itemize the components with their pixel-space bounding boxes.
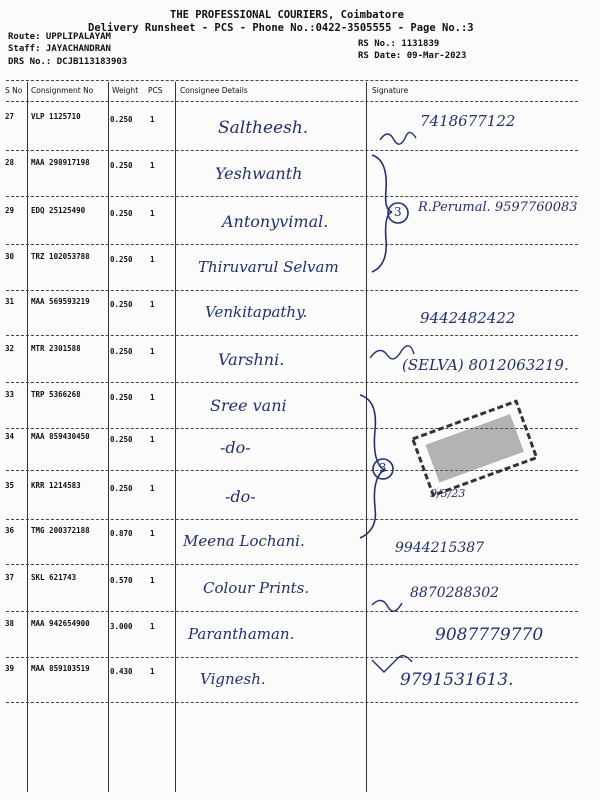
- row-sno: 32: [5, 344, 15, 353]
- row-consignee: Sree vani: [210, 396, 287, 415]
- brace-number-2: 3: [379, 461, 387, 475]
- row-weight: 0.250: [110, 161, 133, 170]
- row-consignee: Yeshwanth: [215, 164, 303, 183]
- row-signature: 9791531613.: [400, 670, 514, 690]
- row-consignment-no: TRP 5366268: [31, 390, 81, 399]
- row-consignment-no: VLP 1125710: [31, 112, 81, 121]
- row-weight: 0.430: [110, 667, 133, 676]
- row-weight: 0.250: [110, 300, 133, 309]
- row-consignee: Vignesh.: [200, 670, 266, 688]
- row-consignee: Paranthaman.: [188, 625, 295, 643]
- row-consignment-no: KRR 1214583: [31, 481, 81, 490]
- row-consignee: Saltheesh.: [218, 118, 309, 138]
- row-weight: 0.250: [110, 484, 133, 493]
- col-header-pcs: PCS: [148, 86, 163, 95]
- row-weight: 0.570: [110, 576, 133, 585]
- row-pcs: 1: [150, 161, 155, 170]
- row-consignee: Varshni.: [218, 350, 285, 369]
- row-signature: 9944215387: [395, 540, 485, 556]
- row-sno: 38: [5, 619, 15, 628]
- col-header-signature: Signature: [372, 86, 409, 95]
- row-sno: 36: [5, 526, 15, 535]
- row-weight: 0.870: [110, 529, 133, 538]
- row-weight: 0.250: [110, 347, 133, 356]
- row-signature: 8870288302: [410, 585, 500, 601]
- rs-date: RS Date: 09-Mar-2023: [358, 51, 467, 61]
- runsheet-subtitle: Delivery Runsheet - PCS - Phone No.:0422-3505555 - Page No.:3: [88, 22, 474, 34]
- col-header-weight: Weight: [112, 86, 139, 95]
- drs-number: DRS No.: DCJB113183903: [8, 57, 128, 67]
- row-signature: 9/3/23: [430, 487, 466, 500]
- row-pcs: 1: [150, 667, 155, 676]
- row-pcs: 1: [150, 300, 155, 309]
- row-consignee: -do-: [220, 438, 251, 457]
- row-consignee: Antonyvimal.: [222, 212, 329, 231]
- row-pcs: 1: [150, 622, 155, 631]
- brace-number-1: 3: [394, 205, 402, 219]
- row-pcs: 1: [150, 529, 155, 538]
- row-weight: 0.250: [110, 393, 133, 402]
- row-consignment-no: EDQ 25125490: [31, 206, 86, 215]
- row-sno: 39: [5, 664, 15, 673]
- row-signature: 9087779770: [435, 625, 544, 645]
- row-signature: 7418677122: [420, 112, 516, 130]
- company-title: THE PROFESSIONAL COURIERS, Coimbatore: [170, 9, 404, 21]
- row-pcs: 1: [150, 576, 155, 585]
- row-sno: 31: [5, 297, 15, 306]
- row-consignment-no: SKL 621743: [31, 573, 77, 582]
- row-signature: R.Perumal. 9597760083: [418, 200, 578, 215]
- row-consignment-no: MAA 569593219: [31, 297, 90, 306]
- row-consignee: -do-: [225, 487, 256, 506]
- col-header-sno: S No: [5, 86, 23, 95]
- row-sno: 34: [5, 432, 15, 441]
- col-header-consignment: Consignment No: [31, 86, 94, 95]
- row-consignment-no: TRZ 102053788: [31, 252, 90, 261]
- row-weight: 0.250: [110, 115, 133, 124]
- col-header-consignee: Consignee Details: [180, 86, 248, 95]
- row-pcs: 1: [150, 435, 155, 444]
- row-pcs: 1: [150, 209, 155, 218]
- rs-number: RS No.: 1131839: [358, 39, 440, 49]
- stamp-mark: [413, 401, 537, 495]
- row-pcs: 1: [150, 255, 155, 264]
- row-pcs: 1: [150, 393, 155, 402]
- row-consignment-no: TMG 200372188: [31, 526, 90, 535]
- row-weight: 0.250: [110, 209, 133, 218]
- staff-label: Staff: JAYACHANDRAN: [8, 44, 111, 54]
- row-pcs: 1: [150, 115, 155, 124]
- row-signature: 9442482422: [420, 309, 516, 327]
- row-weight: 0.250: [110, 255, 133, 264]
- row-consignment-no: MAA 298917198: [31, 158, 90, 167]
- row-consignee: Thiruvarul Selvam: [198, 258, 339, 276]
- row-consignment-no: MAA 859103519: [31, 664, 90, 673]
- row-pcs: 1: [150, 484, 155, 493]
- row-sno: 35: [5, 481, 15, 490]
- row-consignee: Colour Prints.: [203, 579, 310, 597]
- route-label: Route: UPPLIPALAYAM: [8, 32, 111, 42]
- row-consignee: Venkitapathy.: [205, 303, 308, 321]
- row-sno: 37: [5, 573, 15, 582]
- row-sno: 30: [5, 252, 15, 261]
- row-consignee: Meena Lochani.: [183, 532, 305, 550]
- row-consignment-no: MAA 859430450: [31, 432, 90, 441]
- row-sno: 27: [5, 112, 15, 121]
- row-consignment-no: MAA 942654900: [31, 619, 90, 628]
- row-weight: 3.000: [110, 622, 133, 631]
- row-sno: 33: [5, 390, 15, 399]
- row-weight: 0.250: [110, 435, 133, 444]
- row-sno: 29: [5, 206, 15, 215]
- row-pcs: 1: [150, 347, 155, 356]
- row-consignment-no: MTR 2301588: [31, 344, 81, 353]
- row-sno: 28: [5, 158, 15, 167]
- row-signature: (SELVA) 8012063219.: [402, 356, 569, 374]
